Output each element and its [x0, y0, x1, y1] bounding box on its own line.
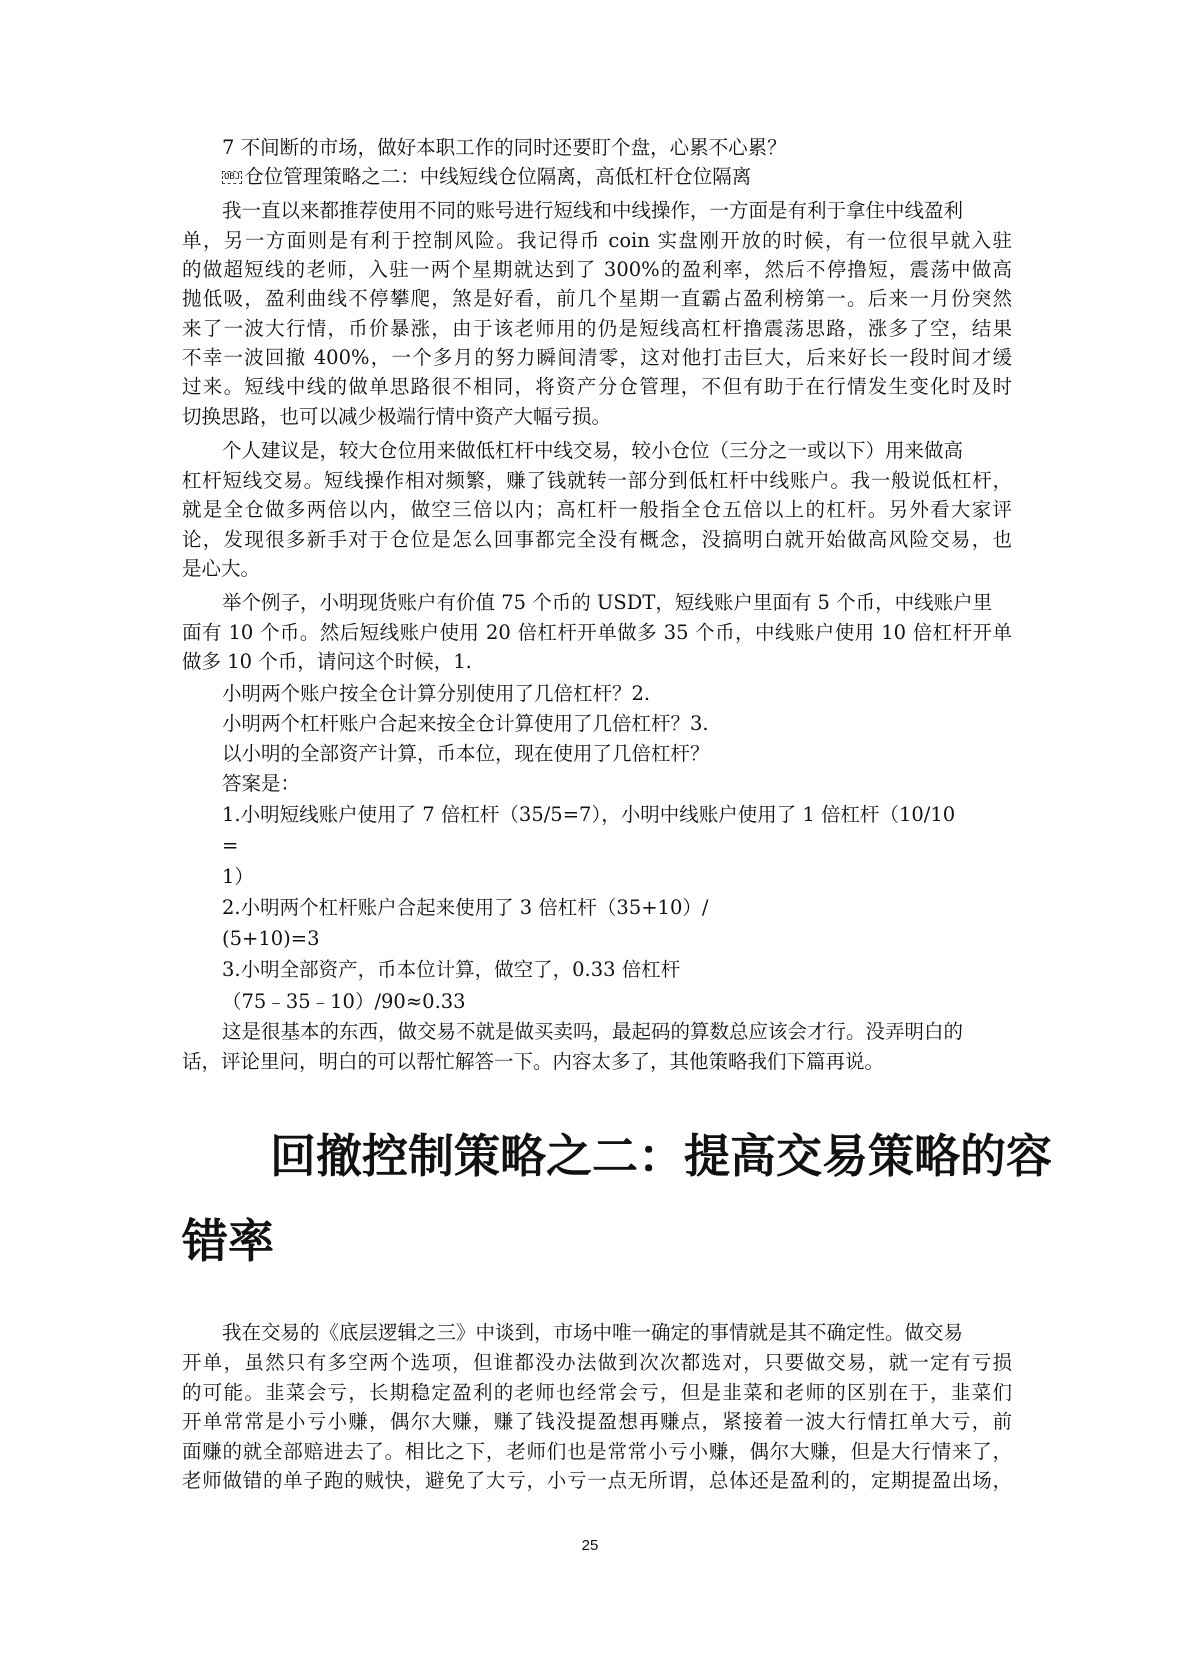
text-line: = — [222, 834, 239, 857]
text-line: 小明两个杠杆账户合起来按全仓计算使用了几倍杠杆？3. — [222, 712, 709, 735]
text-line: 是心大。 — [182, 557, 261, 580]
text-line: 的做超短线的老师，入驻一两个星期就达到了 300%的盈利率，然后不停撸短，震荡中做高 — [182, 258, 1012, 281]
text-line: 面赚的就全部赔进去了。相比之下，老师们也是常常小亏小赚，偶尔大赚，但是大行情来了， — [182, 1440, 1012, 1463]
text-line: 个人建议是，较大仓位用来做低杠杆中线交易，较小仓位（三分之一或以下）用来做高 — [222, 439, 964, 462]
text-line: 论，发现很多新手对于仓位是怎么回事都完全没有概念，没搞明白就开始做高风险交易，也 — [182, 528, 1012, 551]
text-line: 开单常常是小亏小赚，偶尔大赚，赚了钱没提盈想再赚点，紧接着一波大行情扛单大亏，前 — [182, 1410, 1012, 1433]
text-line: 单，另一方面则是有利于控制风险。我记得币 coin 实盘刚开放的时候，有一位很早就入驻 — [182, 229, 1012, 252]
text-line: 这是很基本的东西，做交易不就是做买卖吗，最起码的算数总应该会才行。没弄明白的 — [222, 1020, 964, 1043]
text-line: 就是全仓做多两倍以内，做空三倍以内；高杠杆一般指全仓五倍以上的杠杆。另外看大家评 — [182, 498, 1012, 521]
text-line: 过来。短线中线的做单思路很不相同，将资产分仓管理，不但有助于在行情发生变化时及时 — [182, 375, 1012, 398]
text-line: 切换思路，也可以减少极端行情中资产大幅亏损。 — [182, 405, 612, 428]
text-line: 小明两个账户按全仓计算分别使用了几倍杠杆？2. — [222, 682, 651, 705]
text-line: 7 不间断的市场，做好本职工作的同时还要盯个盘，心累不心累？ — [222, 136, 787, 159]
text-line: 以小明的全部资产计算，币本位，现在使用了几倍杠杆？ — [222, 742, 710, 765]
object-placeholder-icon: OBJ — [224, 172, 241, 182]
text-line: 不幸一波回撤 400%，一个多月的努力瞬间清零，这对他打击巨大，后来好长一段时间才缓 — [182, 346, 1012, 369]
text-line: 来了一波大行情，币价暴涨，由于该老师用的仍是短线高杠杆撸震荡思路，涨多了空，结果 — [182, 317, 1012, 340]
text-line: 面有 10 个币。然后短线账户使用 20 倍杠杆开单做多 35 个币，中线账户使用 10 倍杠杆开单 — [182, 621, 1012, 644]
text-line: 1.小明短线账户使用了 7 倍杠杆（35/5=7），小明中线账户使用了 1 倍杠杆（10/10 — [222, 803, 956, 826]
text-line: 老师做错的单子跑的贼快，避免了大亏，小亏一点无所谓，总体还是盈利的，定期提盈出场， — [182, 1469, 1012, 1492]
text-line: 1） — [222, 865, 254, 888]
text-line: 举个例子，小明现货账户有价值 75 个币的 USDT，短线账户里面有 5 个币，中线账户里 — [222, 591, 993, 614]
text-line: 做多 10 个币，请问这个时候，1. — [182, 650, 472, 673]
page-number: 25 — [581, 1537, 599, 1554]
text-line: 2.小明两个杠杆账户合起来使用了 3 倍杠杆（35+10）/ — [222, 896, 709, 919]
text-line: （75﹣35﹣10）/90≈0.33 — [222, 990, 466, 1013]
text-line: 的可能。韭菜会亏，长期稳定盈利的老师也经常会亏，但是韭菜和老师的区别在于，韭菜们 — [182, 1381, 1012, 1404]
section-heading: 回撤控制策略之二：提高交易策略的容 — [270, 1129, 1052, 1183]
section-heading-continued: 错率 — [182, 1214, 274, 1268]
text-line: 我在交易的《底层逻辑之三》中谈到，市场中唯一确定的事情就是其不确定性。做交易 — [222, 1321, 964, 1344]
text-line: 抛低吸，盈利曲线不停攀爬，煞是好看，前几个星期一直霸占盈利榜第一。后来一月份突然 — [182, 287, 1012, 310]
text-line: 3.小明全部资产，币本位计算，做空了，0.33 倍杠杆 — [222, 958, 681, 981]
text-line: 杠杆短线交易。短线操作相对频繁，赚了钱就转一部分到低杠杆中线账户。我一般说低杠杆， — [182, 469, 1012, 492]
text-line — [222, 163, 751, 191]
text-line: 话，评论里问，明白的可以帮忙解答一下。内容太多了，其他策略我们下篇再说。 — [182, 1050, 885, 1073]
subsection-heading: 仓位管理策略之二：中线短线仓位隔离，高低杠杆仓位隔离 — [244, 165, 752, 188]
text-line: 开单，虽然只有多空两个选项，但谁都没办法做到次次都选对，只要做交易，就一定有亏损 — [182, 1351, 1012, 1374]
text-line: 答案是： — [222, 772, 301, 795]
text-line: (5+10)=3 — [222, 927, 320, 950]
text-line: 我一直以来都推荐使用不同的账号进行短线和中线操作，一方面是有利于拿住中线盈利 — [222, 199, 964, 222]
